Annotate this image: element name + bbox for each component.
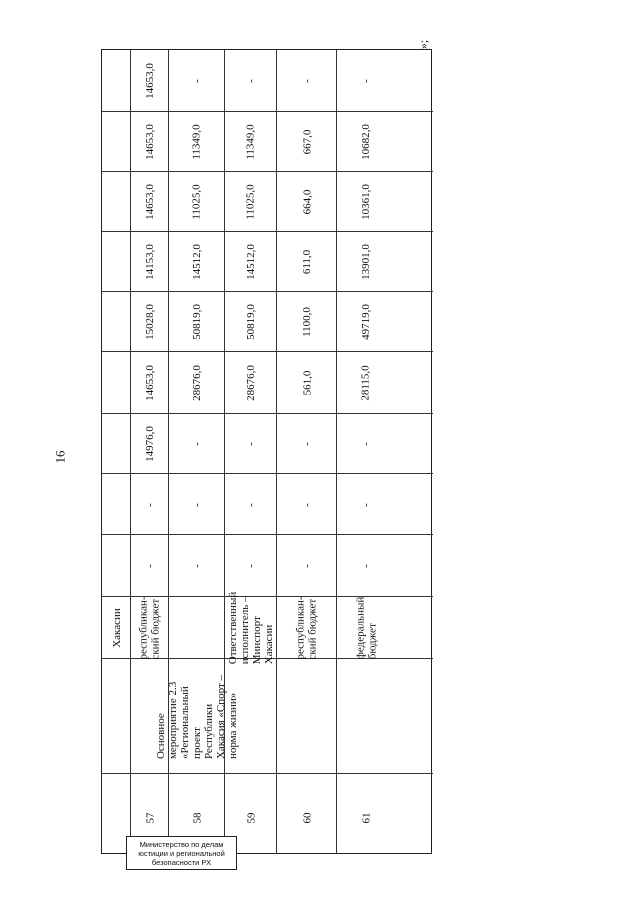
cell-line: исполнитель – [239,596,251,665]
page-number: 16 [52,450,67,464]
value-cell: 28676,0 [191,365,203,401]
value-cell: - [359,564,372,568]
closing-quote-mark: »; [416,39,431,49]
stamp-line: юстиции и региональной [138,848,225,858]
value-cell: - [359,502,372,507]
ministry-stamp [126,836,237,870]
activity-cell [155,659,240,774]
value-cell: - [190,502,203,507]
value-cell [102,474,131,535]
cell-line: «Региональный [179,685,192,759]
value-cell: 49719,0 [360,304,372,340]
value-cell [102,112,131,172]
value-cell [102,535,131,597]
cell-line: Хакасия «Спорт – [215,674,228,759]
value-cell: 14512,0 [191,244,203,280]
stamp-line: безопасности РХ [151,857,212,867]
row-number-cell: 57 [144,812,156,824]
budget-table [101,49,432,854]
value-cell [102,352,131,414]
value-cell: 11349,0 [191,124,203,160]
row-number-cell: 59 [245,812,257,824]
activity-cell [225,659,277,774]
description-cell [225,591,277,665]
cell-line: норма жизни» [227,692,240,759]
value-cell: - [143,502,156,507]
value-cell: 15028,0 [144,304,156,340]
value-cell: - [300,502,313,507]
value-cell: - [244,79,257,83]
value-cell: 28115,0 [360,365,372,401]
row-number-cell: 58 [191,812,203,824]
cell-line: федеральный [354,596,366,660]
value-cell [102,414,131,474]
cell-line: республикан- [295,596,307,660]
value-cell: - [359,79,372,83]
cell-line: бюджет [366,623,378,660]
value-cell: 28676,0 [245,365,257,401]
description-cell: Хакасии [110,608,123,648]
cell-line: ский бюджет [307,598,319,660]
activity-cell [337,659,395,774]
value-cell: 11025,0 [245,184,257,220]
cell-line: Республики [203,703,216,759]
value-cell [102,50,131,112]
value-cell: 50819,0 [245,304,257,340]
value-cell: 10361,0 [360,184,372,220]
cell-line: республикан- [138,596,150,660]
value-cell: 667,0 [301,129,313,155]
value-cell: 14653,0 [144,63,156,99]
value-cell: - [359,442,372,446]
value-cell: 664,0 [301,189,313,215]
activity-cell [102,659,131,774]
description-cell [169,597,225,659]
value-cell [102,292,131,352]
value-cell: 13901,0 [360,244,372,280]
value-cell: 11025,0 [191,184,203,220]
value-cell [102,172,131,232]
value-cell: - [143,564,156,568]
cell-line: мероприятие 2.3 [167,681,180,759]
row-number-cell: 61 [360,812,372,824]
description-cell [277,597,337,659]
value-cell: - [244,502,257,507]
value-cell: 14153,0 [144,244,156,280]
stamp-line: Министерство по делам [139,839,224,849]
value-cell: 14512,0 [245,244,257,280]
value-cell: - [300,564,313,568]
value-cell: 14653,0 [144,184,156,220]
cell-line: ский бюджет [150,598,162,660]
cell-line: Хакасии [263,624,275,665]
description-cell [337,597,395,659]
value-cell: 11349,0 [245,124,257,160]
value-cell: 14653,0 [144,365,156,401]
value-cell: - [300,79,313,83]
value-cell: - [244,564,257,568]
value-cell: 1100,0 [301,307,313,337]
value-cell: - [300,442,313,446]
value-cell: 14976,0 [144,426,156,462]
value-cell: 10682,0 [360,124,372,160]
activity-cell [277,659,337,774]
value-cell: - [190,564,203,568]
value-cell: 50819,0 [191,304,203,340]
value-cell: 611,0 [301,249,313,275]
row-number-cell: 60 [301,812,313,824]
description-cell [131,597,169,659]
value-cell: 14653,0 [144,124,156,160]
cell-line: проект [191,726,204,759]
value-cell: 561,0 [301,370,313,396]
value-cell [102,232,131,292]
cell-line: Минспорт [251,616,263,665]
cell-line: Ответственный [227,591,239,665]
value-cell: - [190,79,203,83]
value-cell: - [190,442,203,446]
value-cell: - [244,442,257,446]
cell-line: Основное [155,712,168,759]
